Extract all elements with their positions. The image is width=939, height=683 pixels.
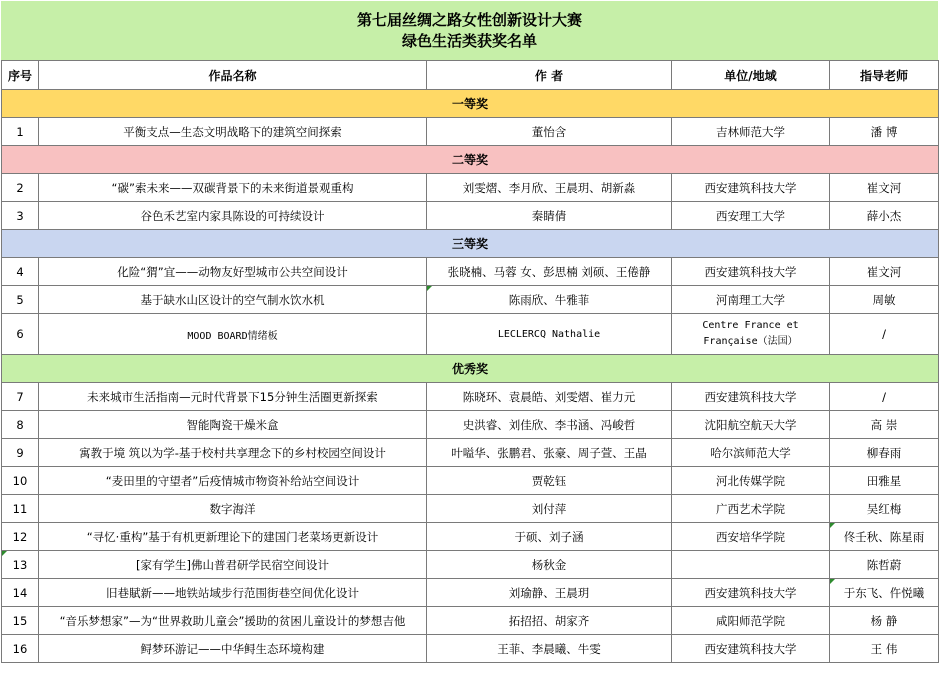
- cell-advisor[interactable]: 柳春雨: [830, 439, 939, 467]
- cell-author[interactable]: 于硕、刘子涵: [427, 523, 672, 551]
- cell-work[interactable]: 化险“猬”宜——动物友好型城市公共空间设计: [39, 258, 427, 286]
- cell-work[interactable]: 鲟梦环游记——中华鲟生态环境构建: [39, 635, 427, 663]
- cell-work[interactable]: “麦田里的守望者”后疫情城市物资补给站空间设计: [39, 467, 427, 495]
- col-header-work[interactable]: 作品名称: [39, 61, 427, 90]
- cell-no[interactable]: 15: [2, 607, 39, 635]
- cell-advisor[interactable]: 陈哲蔚: [830, 551, 939, 579]
- cell-unit[interactable]: 西安建筑科技大学: [672, 579, 830, 607]
- table-row: [2, 411, 939, 439]
- cell-no[interactable]: 4: [2, 258, 39, 286]
- cell-work[interactable]: 智能陶瓷干燥米盒: [39, 411, 427, 439]
- cell-advisor[interactable]: 崔文河: [830, 258, 939, 286]
- cell-unit[interactable]: 广西艺术学院: [672, 495, 830, 523]
- cell-no[interactable]: 9: [2, 439, 39, 467]
- cell-work[interactable]: 谷色禾艺室内家具陈设的可持续设计: [39, 202, 427, 230]
- section-excellence-prize: [2, 355, 939, 383]
- cell-advisor[interactable]: 于东飞、仵悦曦: [830, 579, 939, 607]
- cell-author[interactable]: LECLERCQ Nathalie: [427, 314, 672, 355]
- section-label[interactable]: 优秀奖: [2, 355, 939, 383]
- cell-advisor[interactable]: 杨 静: [830, 607, 939, 635]
- cell-author[interactable]: 杨秋金: [427, 551, 672, 579]
- cell-advisor[interactable]: 薛小杰: [830, 202, 939, 230]
- cell-no[interactable]: 8: [2, 411, 39, 439]
- cell-author[interactable]: 秦睛倩: [427, 202, 672, 230]
- cell-author[interactable]: 叶嗌华、张鹏君、张豪、周子萱、王晶: [427, 439, 672, 467]
- cell-unit[interactable]: 西安建筑科技大学: [672, 258, 830, 286]
- table-row: [2, 467, 939, 495]
- cell-advisor[interactable]: 崔文河: [830, 174, 939, 202]
- cell-unit[interactable]: [672, 314, 830, 355]
- cell-author[interactable]: 陈雨欣、牛雅菲: [427, 286, 672, 314]
- cell-unit[interactable]: 咸阳师范学院: [672, 607, 830, 635]
- cell-work[interactable]: 未来城市生活指南—元时代背景下15分钟生活圈更新探索: [39, 383, 427, 411]
- section-label[interactable]: 二等奖: [2, 146, 939, 174]
- table-row: [2, 523, 939, 551]
- competition-title: 第七届丝绸之路女性创新设计大赛: [356, 10, 582, 29]
- cell-advisor[interactable]: 潘 博: [830, 118, 939, 146]
- cell-unit[interactable]: 吉林师范大学: [672, 118, 830, 146]
- table-row: [2, 118, 939, 146]
- cell-advisor[interactable]: 周敏: [830, 286, 939, 314]
- section-first-prize: [2, 90, 939, 118]
- cell-unit-line: Centre France et: [702, 320, 799, 331]
- cell-advisor[interactable]: 高 崇: [830, 411, 939, 439]
- cell-no[interactable]: 11: [2, 495, 39, 523]
- table-row: [2, 579, 939, 607]
- cell-unit[interactable]: 西安建筑科技大学: [672, 383, 830, 411]
- cell-advisor[interactable]: 田雅星: [830, 467, 939, 495]
- category-title: 绿色生活类获奖名单: [401, 31, 537, 50]
- cell-work[interactable]: “碳”索未来——双碳背景下的未来街道景观重构: [39, 174, 427, 202]
- cell-unit[interactable]: 河北传媒学院: [672, 467, 830, 495]
- table-row: [2, 551, 939, 579]
- section-label[interactable]: 三等奖: [2, 230, 939, 258]
- cell-no[interactable]: 2: [2, 174, 39, 202]
- table-row: [2, 174, 939, 202]
- cell-no[interactable]: 1: [2, 118, 39, 146]
- cell-advisor[interactable]: 吴红梅: [830, 495, 939, 523]
- cell-advisor[interactable]: 王 伟: [830, 635, 939, 663]
- cell-advisor[interactable]: /: [830, 383, 939, 411]
- cell-author[interactable]: 史洪睿、刘佳欣、李书涵、冯峻哲: [427, 411, 672, 439]
- cell-unit[interactable]: 西安理工大学: [672, 202, 830, 230]
- cell-author[interactable]: 刘付萍: [427, 495, 672, 523]
- section-third-prize: [2, 230, 939, 258]
- cell-author[interactable]: 刘雯熠、李月欣、王晨玥、胡新淼: [427, 174, 672, 202]
- cell-advisor[interactable]: /: [830, 314, 939, 355]
- cell-work[interactable]: “寻忆·重构”基于有机更新理论下的建国门老菜场更新设计: [39, 523, 427, 551]
- table-row: [2, 439, 939, 467]
- col-header-no[interactable]: 序号: [2, 61, 39, 90]
- cell-unit[interactable]: 西安培华学院: [672, 523, 830, 551]
- cell-author[interactable]: 陈晓环、袁晨皓、刘雯熠、崔力元: [427, 383, 672, 411]
- cell-work[interactable]: 寓教于境 筑以为学-基于校村共享理念下的乡村校园空间设计: [39, 439, 427, 467]
- cell-unit[interactable]: 西安建筑科技大学: [672, 174, 830, 202]
- cell-no[interactable]: 6: [2, 314, 39, 355]
- cell-author[interactable]: 董怡含: [427, 118, 672, 146]
- cell-no[interactable]: 14: [2, 579, 39, 607]
- section-label[interactable]: 一等奖: [2, 90, 939, 118]
- cell-no[interactable]: 5: [2, 286, 39, 314]
- cell-work[interactable]: 旧巷賦新——地铁站域步行范围街巷空间优化设计: [39, 579, 427, 607]
- cell-author[interactable]: 张晓楠、马蓉 女、彭思楠 刘硕、王倦静: [427, 258, 672, 286]
- cell-unit-line: Française（法国）: [703, 336, 798, 347]
- cell-unit[interactable]: 河南理工大学: [672, 286, 830, 314]
- table-row: [2, 635, 939, 663]
- cell-author[interactable]: 贾乾钰: [427, 467, 672, 495]
- cell-no[interactable]: 12: [2, 523, 39, 551]
- cell-author[interactable]: 刘瑜静、王晨玥: [427, 579, 672, 607]
- cell-unit[interactable]: 西安建筑科技大学: [672, 635, 830, 663]
- cell-advisor[interactable]: 佟壬秋、陈星雨: [830, 523, 939, 551]
- cell-unit[interactable]: 沈阳航空航天大学: [672, 411, 830, 439]
- cell-work[interactable]: 数字海洋: [39, 495, 427, 523]
- title-banner: [1, 1, 938, 61]
- table-row: [2, 314, 939, 355]
- col-header-advisor[interactable]: 指导老师: [830, 61, 939, 90]
- cell-no[interactable]: 7: [2, 383, 39, 411]
- table-row: [2, 258, 939, 286]
- cell-work[interactable]: MOOD BOARD情绪板: [39, 314, 427, 355]
- cell-unit[interactable]: 哈尔滨师范大学: [672, 439, 830, 467]
- section-second-prize: [2, 146, 939, 174]
- cell-work[interactable]: “音乐梦想家”—为“世界救助儿童会”援助的贫困儿童设计的梦想吉他: [39, 607, 427, 635]
- cell-no[interactable]: 3: [2, 202, 39, 230]
- award-table: [1, 60, 939, 663]
- cell-no[interactable]: 10: [2, 467, 39, 495]
- table-row: [2, 495, 939, 523]
- table-row: [2, 286, 939, 314]
- table-row: [2, 202, 939, 230]
- col-header-author[interactable]: 作 者: [427, 61, 672, 90]
- col-header-unit[interactable]: 单位/地域: [672, 61, 830, 90]
- table-row: [2, 383, 939, 411]
- cell-unit[interactable]: [672, 551, 830, 579]
- table-row: [2, 607, 939, 635]
- cell-work[interactable]: 平衡支点—生态文明战略下的建筑空间探索: [39, 118, 427, 146]
- cell-no[interactable]: 16: [2, 635, 39, 663]
- cell-author[interactable]: 王菲、李晨曦、牛雯: [427, 635, 672, 663]
- cell-work[interactable]: [家有学生]佛山普君研学民宿空间设计: [39, 551, 427, 579]
- cell-author[interactable]: 拓招招、胡家齐: [427, 607, 672, 635]
- cell-work[interactable]: 基于缺水山区设计的空气制水饮水机: [39, 286, 427, 314]
- header-row: [2, 61, 939, 90]
- cell-no[interactable]: 13: [2, 551, 39, 579]
